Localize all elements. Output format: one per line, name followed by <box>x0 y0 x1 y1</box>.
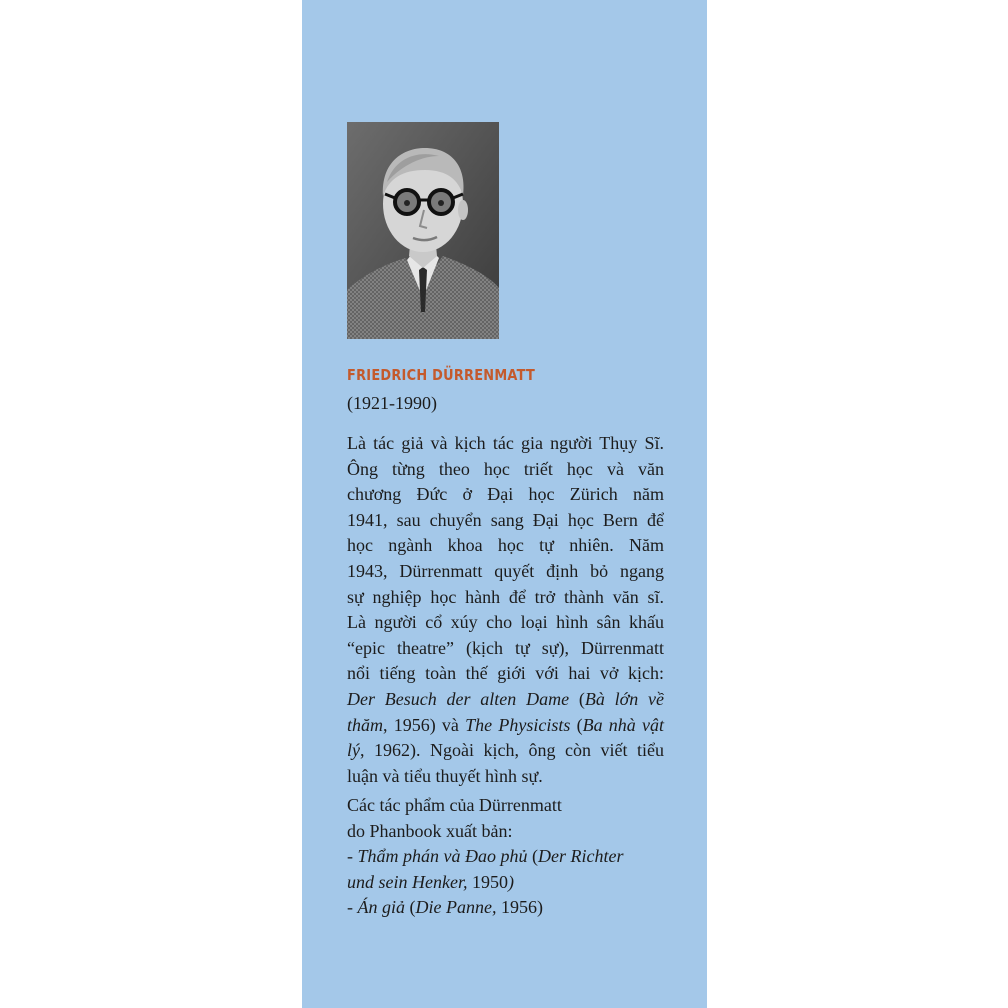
works-line <box>347 844 664 870</box>
biography-line <box>347 533 664 559</box>
italic-text-run: ) <box>507 871 514 892</box>
italic-text-run: - Án giả <box>347 897 405 918</box>
author-flap-panel <box>302 0 707 1008</box>
italic-text-run: Die Panne, <box>415 897 497 918</box>
text-run: học ngành khoa học tự nhiên. Năm <box>347 535 664 556</box>
text-run: 1950 <box>467 871 508 892</box>
text-run: Ông từng theo học triết học và văn <box>347 458 664 479</box>
italic-text-run: Bà lớn về <box>584 688 664 709</box>
text-run: ( <box>569 688 585 709</box>
biography-line <box>347 713 664 739</box>
text-run: ( <box>570 714 583 735</box>
biography-line <box>347 738 664 764</box>
text-run: , 1962). Ngoài kịch, ông còn viết tiểu <box>360 740 664 761</box>
italic-text-run: Der Richter <box>538 846 624 867</box>
biography-line <box>347 431 664 457</box>
biography-line <box>347 661 664 687</box>
works-line <box>347 819 664 845</box>
author-biography <box>347 431 664 789</box>
works-line <box>347 895 664 921</box>
biography-line <box>347 508 664 534</box>
text-run: 1943, Dürrenmatt quyết định bỏ ngang <box>347 560 664 581</box>
biography-line <box>347 482 664 508</box>
works-line <box>347 870 664 896</box>
italic-text-run: thăm <box>347 714 383 735</box>
author-years: (1921-1990) <box>347 393 437 413</box>
biography-line <box>347 610 664 636</box>
text-run: chương Đức ở Đại học Zürich năm <box>347 484 664 505</box>
biography-line <box>347 559 664 585</box>
biography-line <box>347 636 664 662</box>
works-line <box>347 793 664 819</box>
text-run: Là tác giả và kịch tác gia người Thụy Sĩ. <box>347 433 664 453</box>
text-run: Là người cổ xúy cho loại hình sân khấu <box>347 612 664 633</box>
text-run: do Phanbook xuất bản: <box>347 820 513 841</box>
portrait-illustration <box>347 122 499 339</box>
italic-text-run: Der Besuch der alten Dame <box>347 688 570 709</box>
author-portrait-photo <box>347 122 499 339</box>
text-run: 1941, sau chuyển sang Đại học Bern để <box>347 509 664 530</box>
text-run: “epic theatre” (kịch tự sự), Dürrenmatt <box>347 637 664 658</box>
author-name: FRIEDRICH DÜRRENMATT <box>347 366 536 384</box>
text-run: nổi tiếng toàn thế giới với hai vở kịch: <box>347 663 664 684</box>
text-run: Các tác phẩm của Dürrenmatt <box>347 795 562 815</box>
text-run: , 1956) và <box>383 714 466 735</box>
text-run: ( <box>527 846 538 867</box>
published-works-list <box>347 793 664 921</box>
text-run: 1956) <box>496 897 543 918</box>
italic-text-run: lý <box>347 740 360 761</box>
italic-text-run: und sein Henker, <box>347 871 468 892</box>
biography-line <box>347 457 664 483</box>
biography-line <box>347 687 664 713</box>
italic-text-run: - Thẩm phán và Đao phủ <box>347 846 528 867</box>
text-run: luận và tiểu thuyết hình sự. <box>347 765 543 786</box>
biography-line <box>347 764 664 790</box>
text-run: ( <box>405 897 416 918</box>
text-run: sự nghiệp học hành để trở thành văn sĩ. <box>347 586 664 607</box>
italic-text-run: The Physicists <box>465 714 571 735</box>
italic-text-run: Ba nhà vật <box>582 714 664 735</box>
biography-line <box>347 585 664 611</box>
